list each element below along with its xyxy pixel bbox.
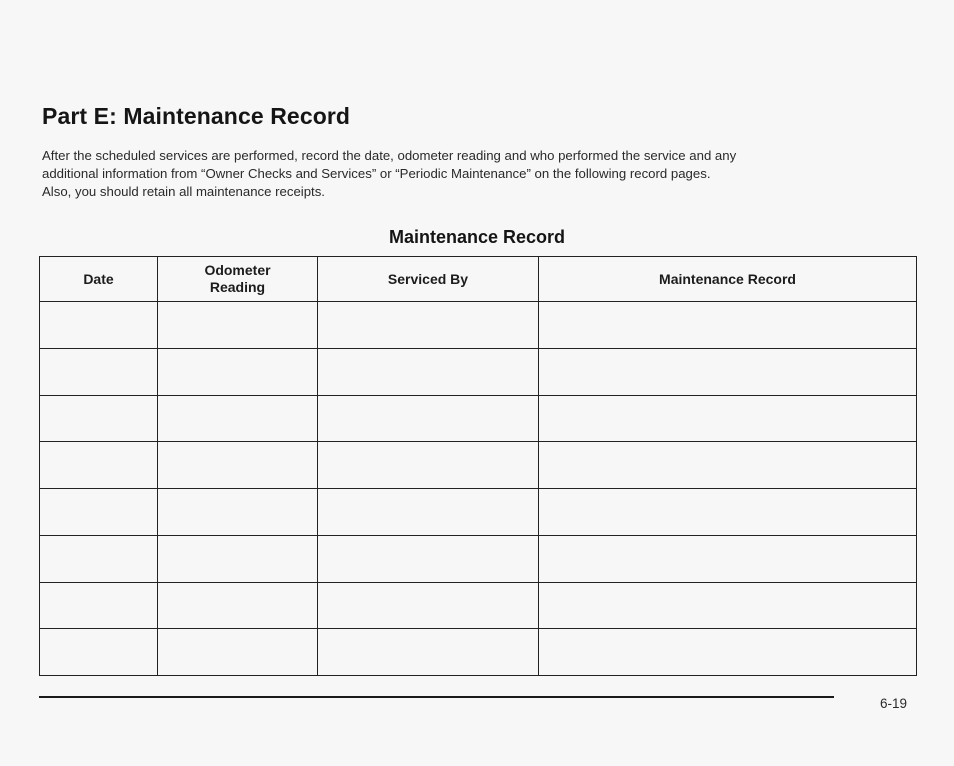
serviced-by-cell [318, 489, 539, 536]
intro-line: additional information from “Owner Checks and Services” or “Periodic Maintenance” on the following record pages. [42, 166, 711, 181]
odometer-cell [158, 442, 318, 489]
serviced-by-cell [318, 395, 539, 442]
table-row [40, 442, 917, 489]
table-row [40, 582, 917, 629]
maintenance-record-cell [539, 535, 917, 582]
maintenance-record-cell [539, 442, 917, 489]
table-row [40, 395, 917, 442]
odometer-cell [158, 629, 318, 676]
date-cell [40, 489, 158, 536]
date-cell [40, 395, 158, 442]
footer-rule [39, 696, 834, 698]
date-cell [40, 442, 158, 489]
column-header-text: Odometer [204, 262, 271, 278]
serviced-by-cell [318, 348, 539, 395]
column-header-date: Date [40, 257, 158, 302]
table-body [40, 302, 917, 676]
odometer-cell [158, 535, 318, 582]
date-cell [40, 629, 158, 676]
odometer-cell [158, 582, 318, 629]
odometer-cell [158, 489, 318, 536]
table-row [40, 302, 917, 349]
odometer-cell [158, 302, 318, 349]
table-row [40, 535, 917, 582]
column-header-maintenance-record: Maintenance Record [539, 257, 917, 302]
date-cell [40, 348, 158, 395]
table-title: Maintenance Record [388, 227, 566, 247]
intro-paragraph [42, 147, 922, 201]
column-header-serviced-by: Serviced By [318, 257, 539, 302]
serviced-by-cell [318, 535, 539, 582]
date-cell [40, 302, 158, 349]
serviced-by-cell [318, 582, 539, 629]
maintenance-record-cell [539, 489, 917, 536]
table-header-row [40, 257, 917, 302]
odometer-cell [158, 348, 318, 395]
odometer-cell [158, 395, 318, 442]
table-row [40, 489, 917, 536]
maintenance-record-cell [539, 348, 917, 395]
page-title: Part E: Maintenance Record [42, 103, 351, 129]
date-cell [40, 535, 158, 582]
intro-line: Also, you should retain all maintenance receipts. [42, 184, 325, 199]
column-header-odometer-reading [158, 257, 318, 302]
table-row [40, 629, 917, 676]
intro-line: After the scheduled services are performed, record the date, odometer reading and who performed the service and any [42, 148, 737, 163]
maintenance-record-table [39, 256, 917, 676]
maintenance-record-cell [539, 629, 917, 676]
column-header-text: Reading [209, 279, 266, 295]
maintenance-record-cell [539, 582, 917, 629]
maintenance-record-cell [539, 395, 917, 442]
serviced-by-cell [318, 629, 539, 676]
table-row [40, 348, 917, 395]
page-number: 6-19 [880, 696, 908, 711]
serviced-by-cell [318, 302, 539, 349]
serviced-by-cell [318, 442, 539, 489]
date-cell [40, 582, 158, 629]
maintenance-record-cell [539, 302, 917, 349]
